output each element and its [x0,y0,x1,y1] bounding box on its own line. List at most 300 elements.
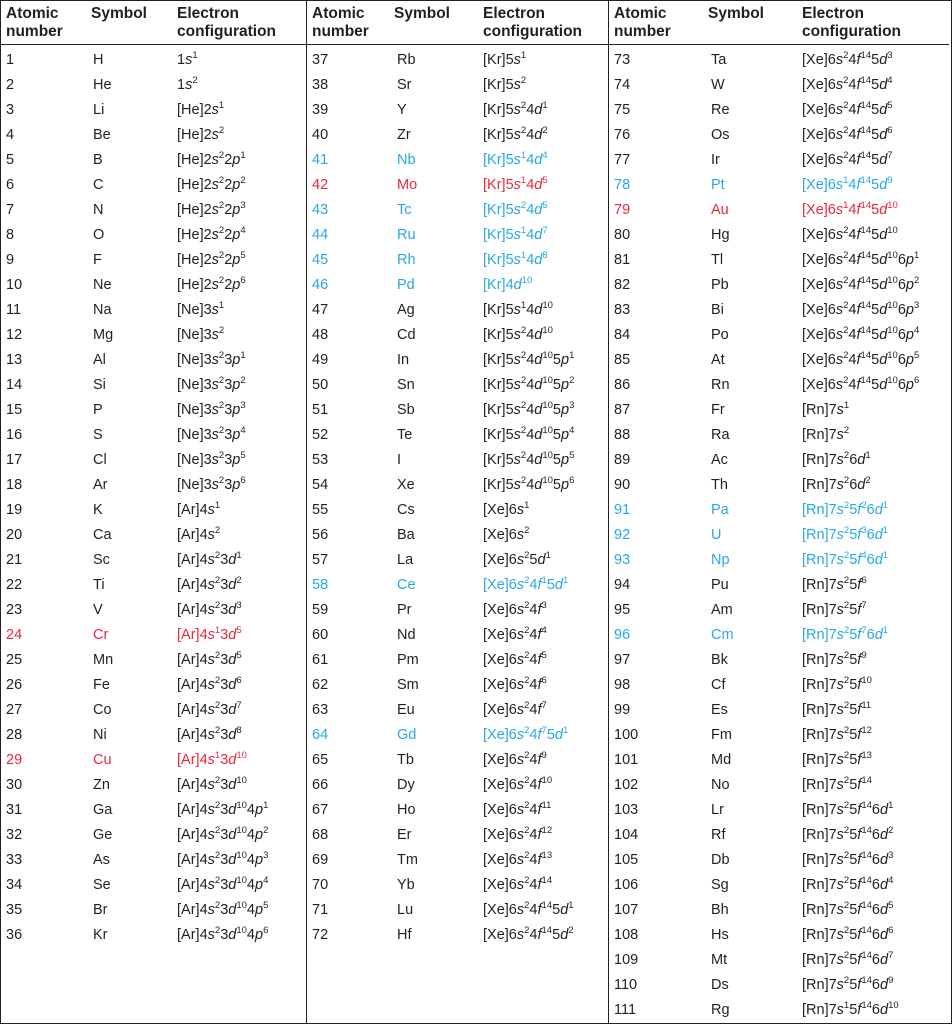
atomic-number-cell: 91 [614,502,631,518]
electron-configuration-cell: $[Rn]7s^25f^{12}$ [802,725,872,743]
symbol-cell: Ho [397,802,416,818]
atomic-number-cell: 110 [614,977,638,993]
table-row [307,298,608,323]
electron-configuration-cell: $[Xe]6s^24f^{14}5d^2$ [483,925,574,943]
atomic-number-cell: 77 [614,152,631,168]
electron-configuration-cell: $[He]2s^22p^4$ [177,225,246,243]
electron-configuration-cell: $[Xe]6s^24f^7$ [483,700,547,718]
symbol-cell: I [397,452,402,468]
table-row [307,723,608,748]
table-row [307,173,608,198]
table-row [1,873,306,898]
table-row [609,973,949,998]
atomic-number-cell: 6 [6,177,15,193]
header-atomic-number: Atomic number [6,5,63,40]
column-body [609,45,949,1023]
symbol-cell: At [711,352,725,368]
symbol-cell: No [711,777,730,793]
electron-configuration-cell: $[Kr]5s^2$ [483,75,527,93]
symbol-cell: Es [711,702,728,718]
symbol-cell: Eu [397,702,415,718]
electron-configuration-cell: $[Rn]7s^25f^9$ [802,650,867,668]
symbol-cell: Fe [93,677,110,693]
symbol-cell: B [93,152,103,168]
atomic-number-cell: 111 [614,1002,637,1018]
symbol-cell: Ar [93,477,108,493]
atomic-number-cell: 46 [312,277,329,293]
symbol-cell: Se [93,877,111,893]
electron-configuration-cell: $[Rn]7s^25f^{14}6d^9$ [802,975,894,993]
atomic-number-cell: 92 [614,527,631,543]
symbol-cell: P [93,402,103,418]
electron-configuration-cell: $[Xe]6s^24f^{14}5d^4$ [802,75,893,93]
symbol-cell: Ce [397,577,416,593]
table-row [307,148,608,173]
table-row [609,598,949,623]
symbol-cell: Ir [711,152,720,168]
table-row [1,323,306,348]
atomic-number-cell: 14 [6,377,23,393]
symbol-cell: Nd [397,627,416,643]
atomic-number-cell: 109 [614,952,639,968]
electron-configuration-cell: $[Ne]3s^23p^3$ [177,400,246,418]
table-row [1,923,306,948]
column-body [1,45,306,948]
atomic-number-cell: 22 [6,577,23,593]
electron-configuration-cell: $[Rn]7s^26d^2$ [802,475,871,493]
symbol-cell: Xe [397,477,415,493]
symbol-cell: Ac [711,452,728,468]
table-row [307,673,608,698]
table-row [307,348,608,373]
atomic-number-cell: 86 [614,377,631,393]
electron-configuration-cell: $[Kr]5s^14d^8$ [483,250,548,268]
electron-configuration-cell: $[Rn]7s^25f^76d^1$ [802,625,889,643]
symbol-cell: Pb [711,277,729,293]
electron-configuration-cell: $[Ar]4s^23d^{10}4p^1$ [177,800,269,818]
table-row [1,523,306,548]
atomic-number-cell: 13 [6,352,23,368]
atomic-number-cell: 87 [614,402,631,418]
table-row [609,148,949,173]
symbol-cell: Rn [711,377,730,393]
electron-configuration-cell: $[Kr]5s^14d^4$ [483,150,548,168]
table-row [1,373,306,398]
electron-configuration-cell: $[Xe]6s^24f^6$ [483,675,547,693]
table-row [307,198,608,223]
electron-configuration-cell: $[Kr]4d^{10}$ [483,275,533,293]
symbol-cell: Sm [397,677,419,693]
electron-configuration-cell: $[Ar]4s^23d^{10}4p^4$ [177,875,269,893]
table-row [1,148,306,173]
table-row [1,673,306,698]
header-symbol: Symbol [708,5,764,22]
symbol-cell: Br [93,902,108,918]
electron-configuration-cell: $[Ar]4s^2$ [177,525,221,543]
table-row [1,73,306,98]
electron-configuration-cell: $[Xe]6s^24f^{14}5d^{10}6p^2$ [802,275,920,293]
electron-configuration-cell: $[Ar]4s^13d^{10}$ [177,750,247,768]
electron-configuration-cell: $[Ar]4s^23d^7$ [177,700,242,718]
atomic-number-cell: 104 [614,827,639,843]
column-body [307,45,608,948]
table-row [1,748,306,773]
table-row [1,423,306,448]
table-row [307,573,608,598]
symbol-cell: Zn [93,777,110,793]
atomic-number-cell: 62 [312,677,329,693]
symbol-cell: Li [93,102,105,118]
table-row [307,223,608,248]
symbol-cell: Hg [711,227,730,243]
symbol-cell: Au [711,202,729,218]
table-row [609,123,949,148]
table-row [1,298,306,323]
symbol-cell: N [93,202,104,218]
symbol-cell: Ni [93,727,107,743]
symbol-cell: Ta [711,52,727,68]
table-row [1,248,306,273]
table-row [307,498,608,523]
atomic-number-cell: 31 [6,802,23,818]
atomic-number-cell: 99 [614,702,631,718]
symbol-cell: Te [397,427,413,443]
electron-configuration-cell: $[Xe]6s^24f^{12}$ [483,825,553,843]
electron-configuration-cell: $[Rn]7s^25f^{14}6d^5$ [802,900,894,918]
symbol-cell: W [711,77,725,93]
symbol-cell: Md [711,752,732,768]
symbol-cell: La [397,552,414,568]
table-row [609,98,949,123]
electron-configuration-cell: $[Rn]7s^25f^36d^1$ [802,525,889,543]
atomic-number-cell: 80 [614,227,631,243]
electron-configuration-cell: $[Rn]7s^2$ [802,425,850,443]
electron-configuration-cell: $[Xe]6s^14f^{14}5d^9$ [802,175,893,193]
table-row [1,848,306,873]
symbol-cell: Ga [93,802,113,818]
electron-configuration-cell: $[He]2s^22p^1$ [177,150,246,168]
atomic-number-cell: 101 [614,752,639,768]
table-row [609,798,949,823]
electron-configuration-cell: $[Xe]6s^24f^{14}5d^1$ [483,900,574,918]
table-row [1,223,306,248]
header-electron-configuration: Electron configuration [177,5,277,40]
table-row [609,173,949,198]
electron-configuration-cell: $[Rn]7s^1$ [802,400,850,418]
electron-configuration-cell: $[Xe]6s^24f^{14}5d^3$ [802,50,893,68]
symbol-cell: Cu [93,752,112,768]
electron-configuration-cell: $[Kr]5s^14d^7$ [483,225,548,243]
symbol-cell: Mg [93,327,114,343]
table-row [307,548,608,573]
table-row [609,723,949,748]
atomic-number-cell: 74 [614,77,631,93]
table-row [307,398,608,423]
table-row [1,723,306,748]
atomic-number-cell: 30 [6,777,23,793]
electron-configuration-cell: $[Xe]6s^24f^{14}5d^6$ [802,125,893,143]
symbol-cell: K [93,502,103,518]
table-row [609,423,949,448]
table-column [608,1,949,1023]
symbol-cell: Bi [711,302,724,318]
atomic-number-cell: 43 [312,202,329,218]
table-row [609,898,949,923]
atomic-number-cell: 75 [614,102,631,118]
atomic-number-cell: 106 [614,877,639,893]
symbol-cell: Cd [397,327,416,343]
electron-configuration-cell: $[Kr]5s^24d^5$ [483,200,548,218]
atomic-number-cell: 49 [312,352,329,368]
table-row [307,598,608,623]
electron-configuration-cell: $[Ne]3s^23p^5$ [177,450,246,468]
symbol-cell: Mo [397,177,418,193]
electron-configuration-cell: $[Xe]6s^24f^{14}5d^{10}6p^4$ [802,325,920,343]
symbol-cell: H [93,52,104,68]
table-row [1,498,306,523]
table-row [609,398,949,423]
atomic-number-cell: 89 [614,452,631,468]
table-row [1,473,306,498]
atomic-number-cell: 4 [6,127,15,143]
table-column [306,1,608,1023]
table-row [1,548,306,573]
electron-configuration-cell: $[Kr]5s^24d^{10}5p^1$ [483,350,575,368]
electron-configuration-cell: $[He]2s^22p^2$ [177,175,246,193]
atomic-number-cell: 11 [6,302,22,318]
electron-configuration-cell: $[Ar]4s^23d^{10}4p^5$ [177,900,269,918]
table-row [609,223,949,248]
atomic-number-cell: 98 [614,677,631,693]
electron-configuration-cell: $[Rn]7s^25f^{13}$ [802,750,872,768]
symbol-cell: Re [711,102,730,118]
symbol-cell: Fm [711,727,732,743]
table-row [1,198,306,223]
table-row [1,698,306,723]
electron-configuration-cell: $[Xe]6s^24f^3$ [483,600,547,618]
atomic-number-cell: 94 [614,577,631,593]
atomic-number-cell: 61 [312,652,329,668]
symbol-cell: Ba [397,527,415,543]
atomic-number-cell: 95 [614,602,631,618]
table-row [609,273,949,298]
symbol-cell: Bh [711,902,729,918]
symbol-cell: Rh [397,252,416,268]
atomic-number-cell: 66 [312,777,329,793]
table-row [307,898,608,923]
symbol-cell: Tb [397,752,414,768]
electron-configuration-cell: $[Ar]4s^23d^8$ [177,725,242,743]
table-row [1,623,306,648]
atomic-number-cell: 84 [614,327,631,343]
atomic-number-cell: 96 [614,627,631,643]
table-row [609,498,949,523]
atomic-number-cell: 1 [6,52,15,68]
symbol-cell: Bk [711,652,728,668]
atomic-number-cell: 108 [614,927,639,943]
symbol-cell: Fr [711,402,725,418]
atomic-number-cell: 16 [6,427,23,443]
symbol-cell: As [93,852,110,868]
electron-configuration-cell: $[He]2s^22p^3$ [177,200,246,218]
table-row [307,873,608,898]
table-row [1,48,306,73]
table-row [307,423,608,448]
electron-configuration-cell: $[He]2s^22p^5$ [177,250,246,268]
atomic-number-cell: 40 [312,127,329,143]
table-row [609,698,949,723]
atomic-number-cell: 60 [312,627,329,643]
electron-configuration-cell: $[Rn]7s^25f^26d^1$ [802,500,889,518]
table-row [609,573,949,598]
symbol-cell: Yb [397,877,415,893]
atomic-number-cell: 103 [614,802,639,818]
atomic-number-cell: 8 [6,227,15,243]
electron-configuration-cell: $[Kr]5s^24d^{10}5p^4$ [483,425,575,443]
electron-configuration-cell: $[Ne]3s^23p^6$ [177,475,246,493]
electron-configuration-cell: $[Rn]7s^25f^{14}6d^7$ [802,950,894,968]
symbol-cell: Ru [397,227,416,243]
atomic-number-cell: 26 [6,677,23,693]
atomic-number-cell: 28 [6,727,23,743]
electron-configuration-cell: $[He]2s^1$ [177,100,225,118]
electron-configuration-cell: $[Xe]6s^24f^{14}5d^{10}6p^3$ [802,300,920,318]
electron-configuration-cell: $[Ne]3s^23p^4$ [177,425,246,443]
table-row [609,373,949,398]
atomic-number-cell: 93 [614,552,631,568]
symbol-cell: Hf [397,927,412,943]
electron-configuration-cell: $[Xe]6s^24f^{10}$ [483,775,553,793]
electron-configuration-cell: $[Rn]7s^15f^{14}6d^{10}$ [802,1000,899,1018]
table-row [609,48,949,73]
atomic-number-cell: 55 [312,502,329,518]
table-row [307,248,608,273]
symbol-cell: Th [711,477,728,493]
electron-configuration-cell: $[Ar]4s^13d^5$ [177,625,242,643]
table-row [609,323,949,348]
column-header [609,1,949,45]
symbol-cell: Cr [93,627,109,643]
electron-configuration-cell: $1s^1$ [177,50,198,68]
symbol-cell: Rg [711,1002,730,1018]
atomic-number-cell: 41 [312,152,329,168]
electron-configuration-cell: $[Rn]7s^25f^{14}6d^1$ [802,800,894,818]
table-row [609,473,949,498]
table-row [307,773,608,798]
electron-configuration-cell: $[Ar]4s^23d^{10}4p^6$ [177,925,269,943]
symbol-cell: Po [711,327,729,343]
electron-configuration-cell: $[Kr]5s^24d^2$ [483,125,548,143]
table-row [1,448,306,473]
atomic-number-cell: 54 [312,477,329,493]
header-symbol: Symbol [91,5,147,22]
electron-configuration-cell: $1s^2$ [177,75,198,93]
electron-configuration-cell: $[Kr]5s^24d^{10}5p^6$ [483,475,575,493]
atomic-number-cell: 76 [614,127,631,143]
atomic-number-cell: 38 [312,77,329,93]
atomic-number-cell: 56 [312,527,329,543]
electron-configuration-cell: $[Kr]5s^1$ [483,50,527,68]
atomic-number-cell: 36 [6,927,23,943]
electron-configuration-cell: $[Xe]6s^24f^{14}5d^7$ [802,150,893,168]
atomic-number-cell: 3 [6,102,15,118]
atomic-number-cell: 71 [312,902,329,918]
electron-configuration-cell: $[Kr]5s^24d^{10}5p^5$ [483,450,575,468]
table-row [609,198,949,223]
atomic-number-cell: 52 [312,427,329,443]
atomic-number-cell: 25 [6,652,23,668]
atomic-number-cell: 102 [614,777,639,793]
atomic-number-cell: 33 [6,852,23,868]
table-row [609,948,949,973]
table-row [609,773,949,798]
symbol-cell: C [93,177,104,193]
table-row [1,123,306,148]
symbol-cell: F [93,252,102,268]
table-row [307,648,608,673]
table-row [609,748,949,773]
table-row [609,548,949,573]
table-row [307,98,608,123]
table-row [1,898,306,923]
table-row [609,848,949,873]
atomic-number-cell: 90 [614,477,631,493]
table-row [609,73,949,98]
table-row [609,298,949,323]
electron-configuration-cell: $[Rn]7s^25f^{14}6d^4$ [802,875,894,893]
symbol-cell: Tl [711,252,724,268]
table-row [307,798,608,823]
symbol-cell: Ra [711,427,730,443]
header-electron-configuration: Electron configuration [802,5,902,40]
electron-configuration-cell: $[He]2s^22p^6$ [177,275,246,293]
symbol-cell: Ne [93,277,112,293]
atomic-number-cell: 64 [312,727,329,743]
table-row [307,623,608,648]
symbol-cell: Ca [93,527,112,543]
electron-configuration-cell: $[Xe]6s^24f^{14}5d^{10}$ [802,225,898,243]
table-row [307,698,608,723]
table-row [307,373,608,398]
atomic-number-cell: 32 [6,827,23,843]
atomic-number-cell: 39 [312,102,329,118]
electron-configuration-cell: $[Xe]6s^24f^15d^1$ [483,575,569,593]
electron-configuration-cell: $[Ar]4s^23d^{10}4p^2$ [177,825,269,843]
table-row [609,348,949,373]
table-row [609,248,949,273]
table-row [609,623,949,648]
symbol-cell: Co [93,702,112,718]
table-row [307,923,608,948]
symbol-cell: Lr [711,802,724,818]
table-row [307,123,608,148]
table-row [609,998,949,1023]
electron-configuration-cell: $[Xe]6s^24f^{11}$ [483,800,552,818]
electron-configuration-cell: $[Ne]3s^2$ [177,325,225,343]
symbol-cell: Pm [397,652,419,668]
atomic-number-cell: 82 [614,277,631,293]
atomic-number-cell: 35 [6,902,23,918]
column-header [1,1,306,45]
symbol-cell: Sc [93,552,110,568]
symbol-cell: Sr [397,77,412,93]
electron-configuration-cell: $[Xe]6s^24f^{14}$ [483,875,553,893]
symbol-cell: Pd [397,277,415,293]
electron-configuration-cell: $[Kr]5s^24d^{10}5p^3$ [483,400,575,418]
symbol-cell: Tc [397,202,412,218]
atomic-number-cell: 73 [614,52,631,68]
electron-configuration-cell: $[Ar]4s^23d^{10}$ [177,775,247,793]
